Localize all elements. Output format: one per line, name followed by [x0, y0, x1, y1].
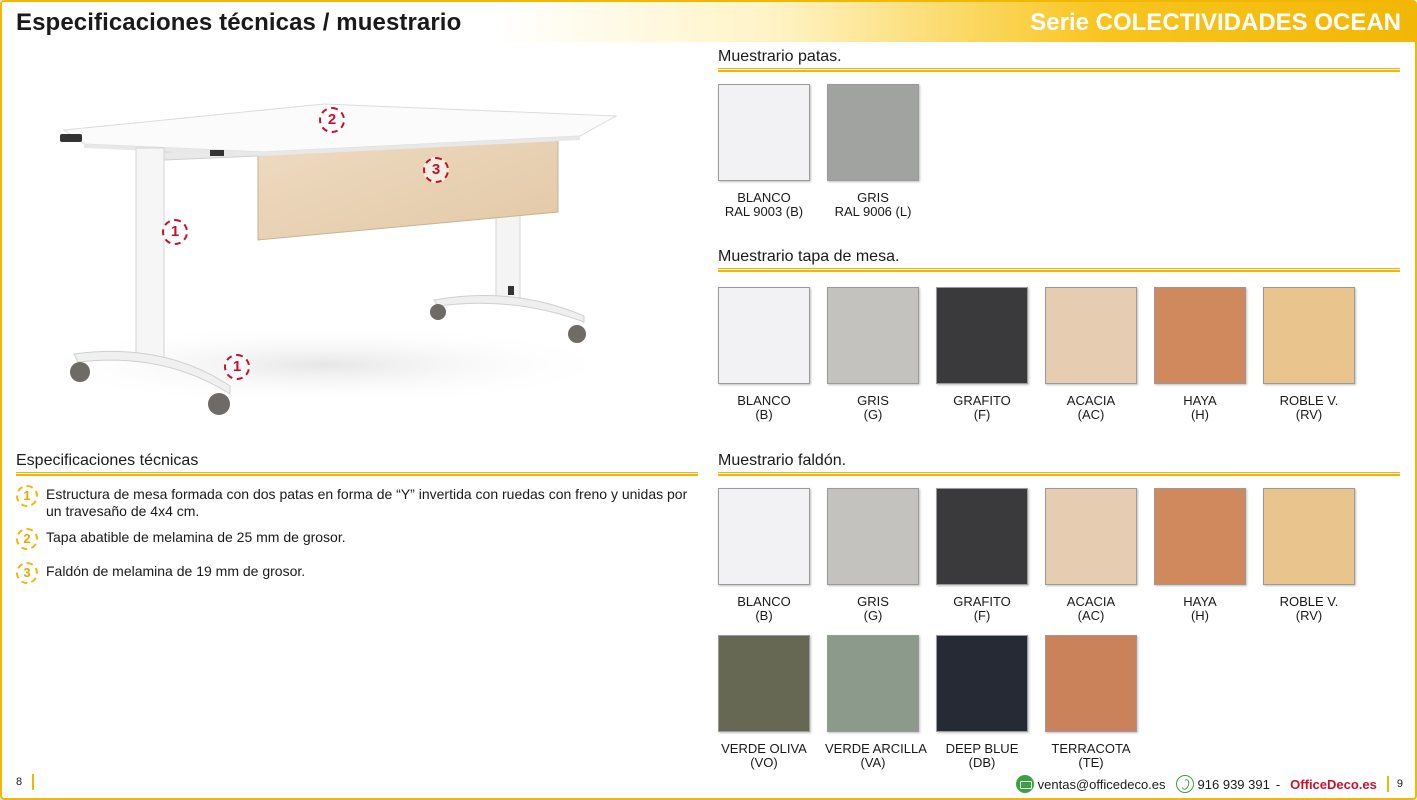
- swatch-name: BLANCO: [737, 594, 791, 609]
- spec-text: Estructura de mesa formada con dos patas en forma de “Y” invertida con ruedas con freno y unidas por un travesaño de 4x4 cm.: [46, 486, 688, 519]
- color-swatch: [718, 287, 810, 384]
- swatch-card: [825, 488, 921, 623]
- color-swatch: [1045, 287, 1137, 384]
- swatch-code: RAL 9006 (L): [834, 204, 912, 219]
- swatch-card: [1261, 287, 1357, 422]
- callout-marker-1-leg: 1: [162, 219, 188, 245]
- swatch-card: [825, 635, 927, 770]
- color-swatch: [718, 84, 810, 181]
- swatch-card: [825, 287, 921, 422]
- specs-title: Especificaciones técnicas: [16, 452, 199, 469]
- swatch-code: (DB): [968, 755, 996, 770]
- swatch-name: ROBLE V.: [1279, 594, 1339, 609]
- spec-number-badge: 3: [16, 562, 38, 584]
- callout-marker-2: 2: [319, 107, 345, 133]
- footer-separator: -: [1275, 776, 1281, 792]
- color-swatch: [1263, 488, 1355, 585]
- swatch-code: (AC): [1077, 608, 1105, 623]
- spec-item: [16, 529, 696, 546]
- specs-rule: [16, 472, 698, 476]
- swatch-code: (F): [973, 407, 991, 422]
- swatch-code: (G): [863, 407, 883, 422]
- page-number-left: 8: [16, 776, 23, 788]
- series-title: Serie COLECTIVIDADES OCEAN: [1030, 9, 1401, 36]
- color-swatch: [718, 635, 810, 732]
- swatch-card: [825, 84, 921, 219]
- swatch-code: (AC): [1077, 407, 1105, 422]
- swatch-code: (VA): [860, 755, 886, 770]
- swatch-name: HAYA: [1183, 393, 1217, 408]
- swatch-name: VERDE OLIVA: [721, 741, 807, 756]
- color-swatch: [827, 635, 919, 732]
- panel-samples-rule: [718, 472, 1400, 476]
- swatch-card: [934, 635, 1030, 770]
- swatch-name: ROBLE V.: [1279, 393, 1339, 408]
- swatch-name: BLANCO: [737, 393, 791, 408]
- swatch-card: [1261, 488, 1357, 623]
- color-swatch: [827, 488, 919, 585]
- swatch-card: [1043, 635, 1139, 770]
- swatch-card: [934, 287, 1030, 422]
- swatch-name: GRIS: [857, 594, 889, 609]
- swatch-card: [1152, 488, 1248, 623]
- color-swatch: [1154, 287, 1246, 384]
- swatch-code: (G): [863, 608, 883, 623]
- swatch-code: (RV): [1295, 407, 1323, 422]
- swatch-name: DEEP BLUE: [945, 741, 1019, 756]
- swatch-card: [716, 488, 812, 623]
- panel-samples-title: Muestrario faldón.: [718, 452, 847, 469]
- footer-divider: [32, 774, 34, 790]
- table-illustration: [24, 90, 664, 430]
- page-header: [2, 2, 1415, 42]
- email-icon: [1016, 775, 1034, 793]
- color-swatch: [718, 488, 810, 585]
- color-swatch: [936, 287, 1028, 384]
- page-title: Especificaciones técnicas / muestrario: [16, 9, 462, 36]
- swatch-name: GRAFITO: [953, 594, 1011, 609]
- page-number-right: 9: [1396, 778, 1403, 790]
- swatch-code: (H): [1190, 407, 1210, 422]
- swatch-code: (RV): [1295, 608, 1323, 623]
- swatch-card: [934, 488, 1030, 623]
- spec-item: [16, 486, 696, 520]
- callout-marker-1-base: 1: [224, 354, 250, 380]
- legs-samples-title: Muestrario patas.: [718, 48, 842, 65]
- swatch-code: RAL 9003 (B): [724, 204, 804, 219]
- swatch-card: [1152, 287, 1248, 422]
- footer-contact: [1016, 773, 1403, 795]
- top-samples-rule: [718, 268, 1400, 272]
- color-swatch: [827, 287, 919, 384]
- table-drawing: [24, 90, 664, 430]
- swatch-code: (VO): [750, 755, 778, 770]
- spec-text: Tapa abatible de melamina de 25 mm de grosor.: [46, 529, 346, 545]
- swatch-name: GRAFITO: [953, 393, 1011, 408]
- legs-samples-rule: [718, 68, 1400, 72]
- color-swatch: [936, 635, 1028, 732]
- swatch-name: GRIS: [857, 393, 889, 408]
- footer-brand-link[interactable]: OfficeDeco.es: [1290, 776, 1377, 792]
- phone-icon: [1176, 775, 1194, 793]
- color-swatch: [936, 488, 1028, 585]
- swatch-card: [1043, 287, 1139, 422]
- color-swatch: [1263, 287, 1355, 384]
- specs-list: [16, 486, 696, 589]
- swatch-card: [716, 287, 812, 422]
- swatch-name: ACACIA: [1066, 393, 1116, 408]
- callout-marker-3: 3: [423, 157, 449, 183]
- color-swatch: [827, 84, 919, 181]
- spec-text: Faldón de melamina de 19 mm de grosor.: [46, 563, 306, 579]
- swatch-code: (H): [1190, 608, 1210, 623]
- swatch-code: (F): [973, 608, 991, 623]
- color-swatch: [1045, 635, 1137, 732]
- swatch-card: [716, 84, 812, 219]
- footer-divider: [1387, 776, 1389, 792]
- spec-item: [16, 563, 696, 580]
- swatch-name: TERRACOTA: [1051, 741, 1131, 756]
- swatch-code: (B): [755, 407, 773, 422]
- swatch-name: VERDE ARCILLA: [825, 741, 927, 756]
- swatch-name: HAYA: [1183, 594, 1217, 609]
- color-swatch: [1154, 488, 1246, 585]
- swatch-name: BLANCO: [737, 190, 791, 205]
- swatch-code: (TE): [1078, 755, 1104, 770]
- swatch-card: [716, 635, 812, 770]
- footer-email-link[interactable]: ventas@officedeco.es: [1037, 776, 1166, 792]
- swatch-name: ACACIA: [1066, 594, 1116, 609]
- color-swatch: [1045, 488, 1137, 585]
- swatch-name: GRIS: [857, 190, 889, 205]
- top-samples-title: Muestrario tapa de mesa.: [718, 248, 900, 265]
- spec-number-badge: 1: [16, 485, 38, 507]
- footer-phone[interactable]: 916 939 391: [1197, 776, 1270, 792]
- swatch-code: (B): [755, 608, 773, 623]
- spec-number-badge: 2: [16, 528, 38, 550]
- swatch-card: [1043, 488, 1139, 623]
